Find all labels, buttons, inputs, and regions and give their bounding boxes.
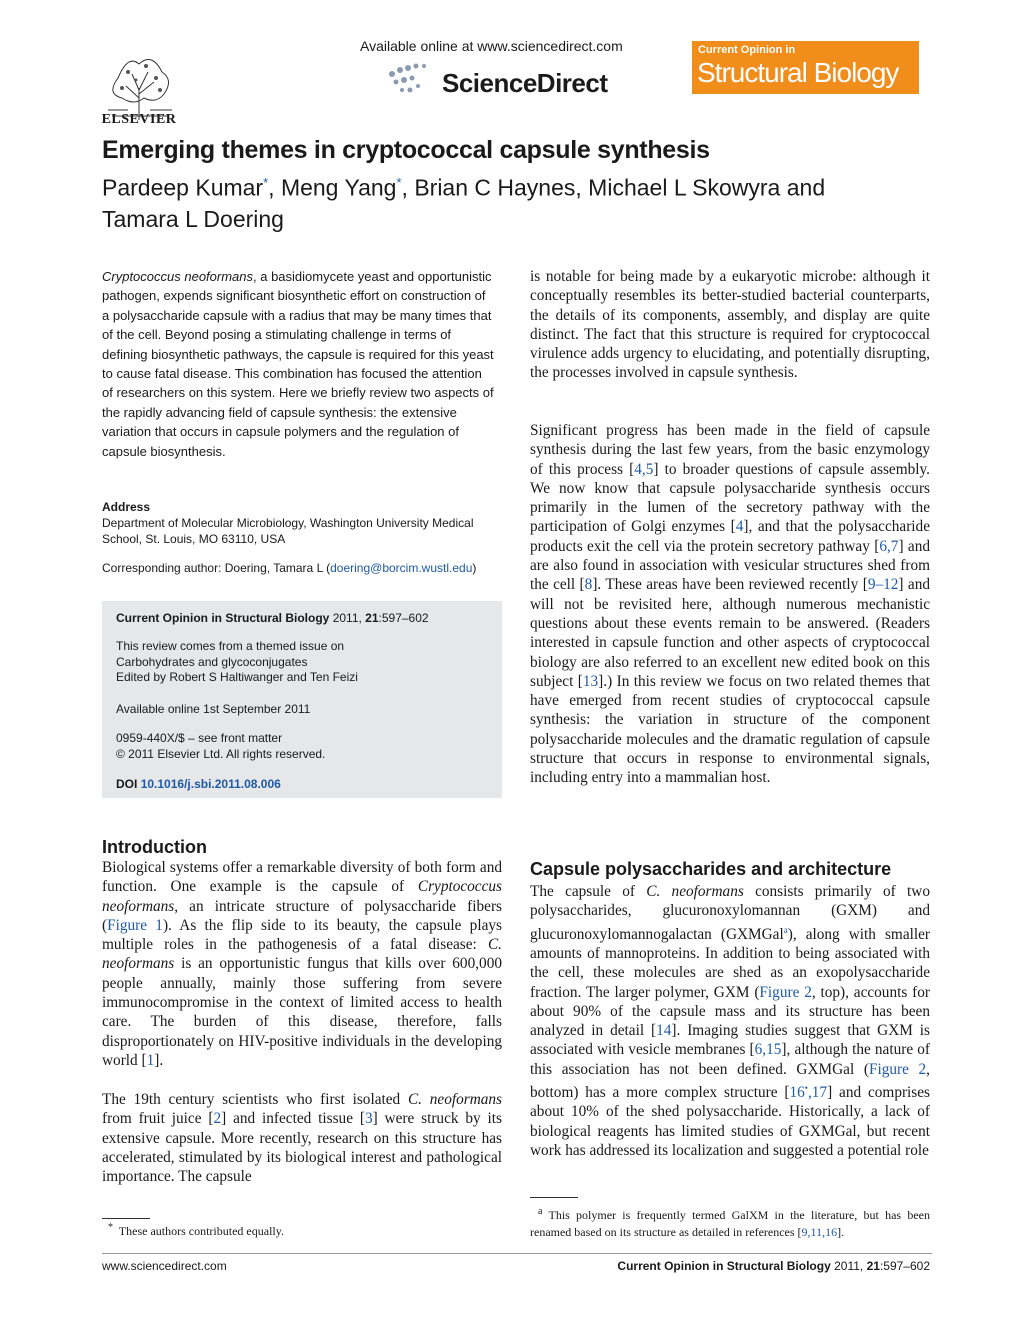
footnote-symbol: a [538, 1206, 543, 1217]
author-name: Michael L Skowyra [588, 174, 781, 201]
footer-journal: Current Opinion in Structural Biology [617, 1259, 831, 1273]
footer-year: 2011, [830, 1259, 867, 1273]
available-online-text: Available online at www.sciencedirect.com [360, 38, 623, 54]
reference-link[interactable]: 4,5 [634, 460, 654, 478]
reference-link[interactable]: 14 [656, 1022, 672, 1040]
citation-line [116, 611, 429, 625]
citation-volume: 21 [365, 611, 379, 625]
reference-link[interactable]: 9–12 [867, 576, 899, 594]
footnote-equal-contribution [108, 1222, 284, 1239]
corresponding-author [102, 561, 502, 575]
doi-line [116, 777, 281, 791]
author-name: Meng Yang [280, 174, 397, 201]
doi-label: DOI [116, 777, 138, 791]
footnote-symbol: * [108, 1222, 113, 1233]
citation-year: 2011, [332, 611, 366, 625]
reference-link[interactable]: 1 [146, 1051, 155, 1069]
reference-link[interactable]: 6,7 [879, 537, 899, 555]
author-separator: and [780, 174, 826, 201]
footnote-text: This polymer is frequently termed GalXM in the literature, but has been renamed based on its structure as detailed in references [ [530, 1208, 930, 1239]
reference-link[interactable]: 2 [213, 1110, 222, 1128]
doi-link[interactable]: 10.1016/j.sbi.2011.08.006 [140, 777, 281, 791]
online-date: Available online 1st September 2011 [116, 702, 311, 716]
abstract-species: Cryptococcus neoformans [102, 269, 254, 284]
body-paragraph: is notable for being made by a eukaryotic microbe: although it conceptually resembles its better-studied bacterial counterparts, the details of its components, assembly, and display are quite distinct. The fact that this structure is required for cryptococcal virulence adds urgency to elucidating, and potentially disrupting, the processes involved in capsule synthesis. [530, 268, 930, 382]
section-heading-introduction: Introduction [102, 837, 207, 857]
reference-link[interactable]: 6,15 [754, 1041, 782, 1059]
footer-volume: 21 [866, 1259, 880, 1273]
citation-pages: :597–602 [378, 611, 429, 625]
footnote-rule [102, 1218, 150, 1219]
author-separator: , [401, 174, 415, 201]
author-mark[interactable]: * [263, 175, 269, 190]
author-list [102, 167, 932, 235]
sciencedirect-dots-icon [386, 60, 434, 100]
body-paragraph: The 19th century scientists who first isolated C. neoformans from fruit juice [2] and infected tissue [3] were struck by its extensive capsule. More recently, research on this structure has accelerated, stimulated by its biological interest and pathological importance. The capsule [102, 1091, 502, 1186]
address-heading: Address [102, 500, 151, 514]
footnote-text: These authors contributed equally. [118, 1224, 284, 1238]
author-name: Tamara L Doering [102, 205, 284, 232]
reference-link[interactable]: 8 [584, 576, 593, 594]
body-paragraph: Biological systems offer a remarkable diversity of both form and function. One example is the capsule of Cryptococcus neoformans, an intricate structure of polysaccharide fibers (Figure 1). As the flip side to its beauty, the capsule plays multiple roles in the pathogenesis of a fatal disease: C. neoformans is an opportunistic fungus that kills over 600,000 people annually, mainly those suffering from severe immunocompromise in the context of limited access to health care. The burden of this disease, therefore, falls disproportionately on HIV-positive individuals in the developing world [1]. [102, 859, 502, 1069]
figure-link[interactable]: Figure 1 [107, 916, 163, 934]
reference-link[interactable]: 13 [582, 672, 599, 690]
sciencedirect-wordmark: ScienceDirect [442, 68, 608, 98]
journal-badge [692, 41, 919, 94]
abstract-text: , a basidiomycete yeast and opportunistic pathogen, expends significant biosynthetic effort on construction of a polysaccharide capsule with a radius that may be many times that of the cell. Beyond posing a stimulating challenge in terms of defining biosynthetic pathways, the capsule is required for this yeast to cause fatal disease. This combination has focused the attention of researchers on this system. Here we briefly review two aspects of the rapidly advancing field of capsule synthesis: the extensive variation that occurs in capsule polymers and the regulation of capsule biosynthesis. [102, 269, 494, 459]
issue-line: This review comes from a themed issue on [116, 639, 345, 653]
issue-editors: Edited by Robert S Haltiwanger and Ten Feizi [116, 670, 358, 684]
footnote-end: ]. [837, 1225, 845, 1239]
footer-citation [530, 1259, 930, 1273]
reference-link[interactable]: 3 [364, 1110, 373, 1128]
reference-link[interactable]: 16•,17 [789, 1083, 828, 1102]
footer-pages: :597–602 [879, 1259, 930, 1273]
issn-line: 0959-440X/$ – see front matter [116, 731, 283, 745]
copyright-line: © 2011 Elsevier Ltd. All rights reserved. [116, 747, 326, 761]
footnote-mark[interactable]: a [783, 924, 788, 935]
footnote-galxm [530, 1203, 930, 1241]
author-separator: , [268, 174, 281, 201]
address-text [102, 515, 502, 547]
author-mark[interactable]: * [396, 175, 402, 190]
corresponding-end: ) [472, 561, 477, 575]
footer-rule [102, 1253, 932, 1254]
author-separator: , [575, 174, 589, 201]
journal-name: Current Opinion in Structural Biology [116, 611, 330, 625]
body-paragraph: Significant progress has been made in the field of capsule synthesis during the last few years, from the basic enzymology of this process [4,5] to broader questions of capsule assembly. We now know that capsule polysaccharide synthesis occurs primarily in the lumen of the secretory pathway with the participation of Golgi enzymes [4], and that the polysaccharide products exit the cell via the protein secretory pathway [6,7] and are also found in association with vesicular structures shed from the cell [8]. These areas have been reviewed recently [9–12] and will not be revisited here, although numerous mechanistic questions about these events remain to be answered. (Readers interested in capsule function and other aspects of cryptococcal biology are also referred to an excellent new edited book on this subject [13].) In this review we focus on two related themes that have emerged from recent studies of cryptococcal capsule synthesis: the variation in structure of the component polysaccharide molecules and the dramatic regulation of capsule structure that occurs in response to environmental signals, including entry into a mammalian host. [530, 422, 930, 787]
author-name: Brian C Haynes [414, 174, 576, 201]
address-line: School, St. Louis, MO 63110, USA [102, 532, 286, 546]
publisher-name: ELSEVIER [101, 112, 177, 127]
figure-link[interactable]: Figure 2 [868, 1060, 927, 1078]
author-name: Pardeep Kumar [102, 174, 264, 201]
article-info-box [102, 601, 502, 798]
article-title: Emerging themes in cryptococcal capsule synthesis [102, 136, 710, 164]
address-line: Department of Molecular Microbiology, Washington University Medical [102, 516, 474, 530]
issue-topic: Carbohydrates and glycoconjugates [116, 655, 308, 669]
email-link[interactable]: doering@borcim.wustl.edu [330, 561, 473, 575]
footnote-rule [530, 1197, 578, 1198]
journal-badge-top: Current Opinion in [698, 44, 796, 56]
abstract [102, 267, 494, 461]
footer-url[interactable]: www.sciencedirect.com [102, 1259, 227, 1273]
reference-link[interactable]: 4 [735, 518, 744, 536]
section-heading-capsule: Capsule polysaccharides and architecture [530, 859, 892, 879]
body-paragraph: The capsule of C. neoformans consists primarily of two polysaccharides, glucuronoxylomannan (GXM) and glucuronoxylomannogalactan (GXMGal$^a$), along with smaller amounts of mannoproteins. In addition to being associated with the cell, these molecules are shed as an exopolysaccharide fraction. The larger polymer, GXM (Figure 2, top), accounts for about 90% of the capsule mass and its structure has been analyzed in detail [14]. Imaging studies suggest that GXM is associated with vesicle membranes [6,15], although the nature of this association has not been defined. GXMGal (Figure 2, bottom) has a more complex structure [16•,17] and comprises about 10% of the shed polysaccharide. Historically, a lack of biological reagents has limited studies of GXMGal, but recent work has addressed its localization and suggested a potential role [530, 883, 931, 1160]
corresponding-label: Corresponding author: Doering, Tamara L ( [102, 561, 331, 575]
journal-badge-title: Structural Biology [697, 57, 899, 88]
figure-link[interactable]: Figure 2 [759, 983, 812, 1001]
reference-link[interactable]: 9,11,16 [801, 1225, 838, 1239]
